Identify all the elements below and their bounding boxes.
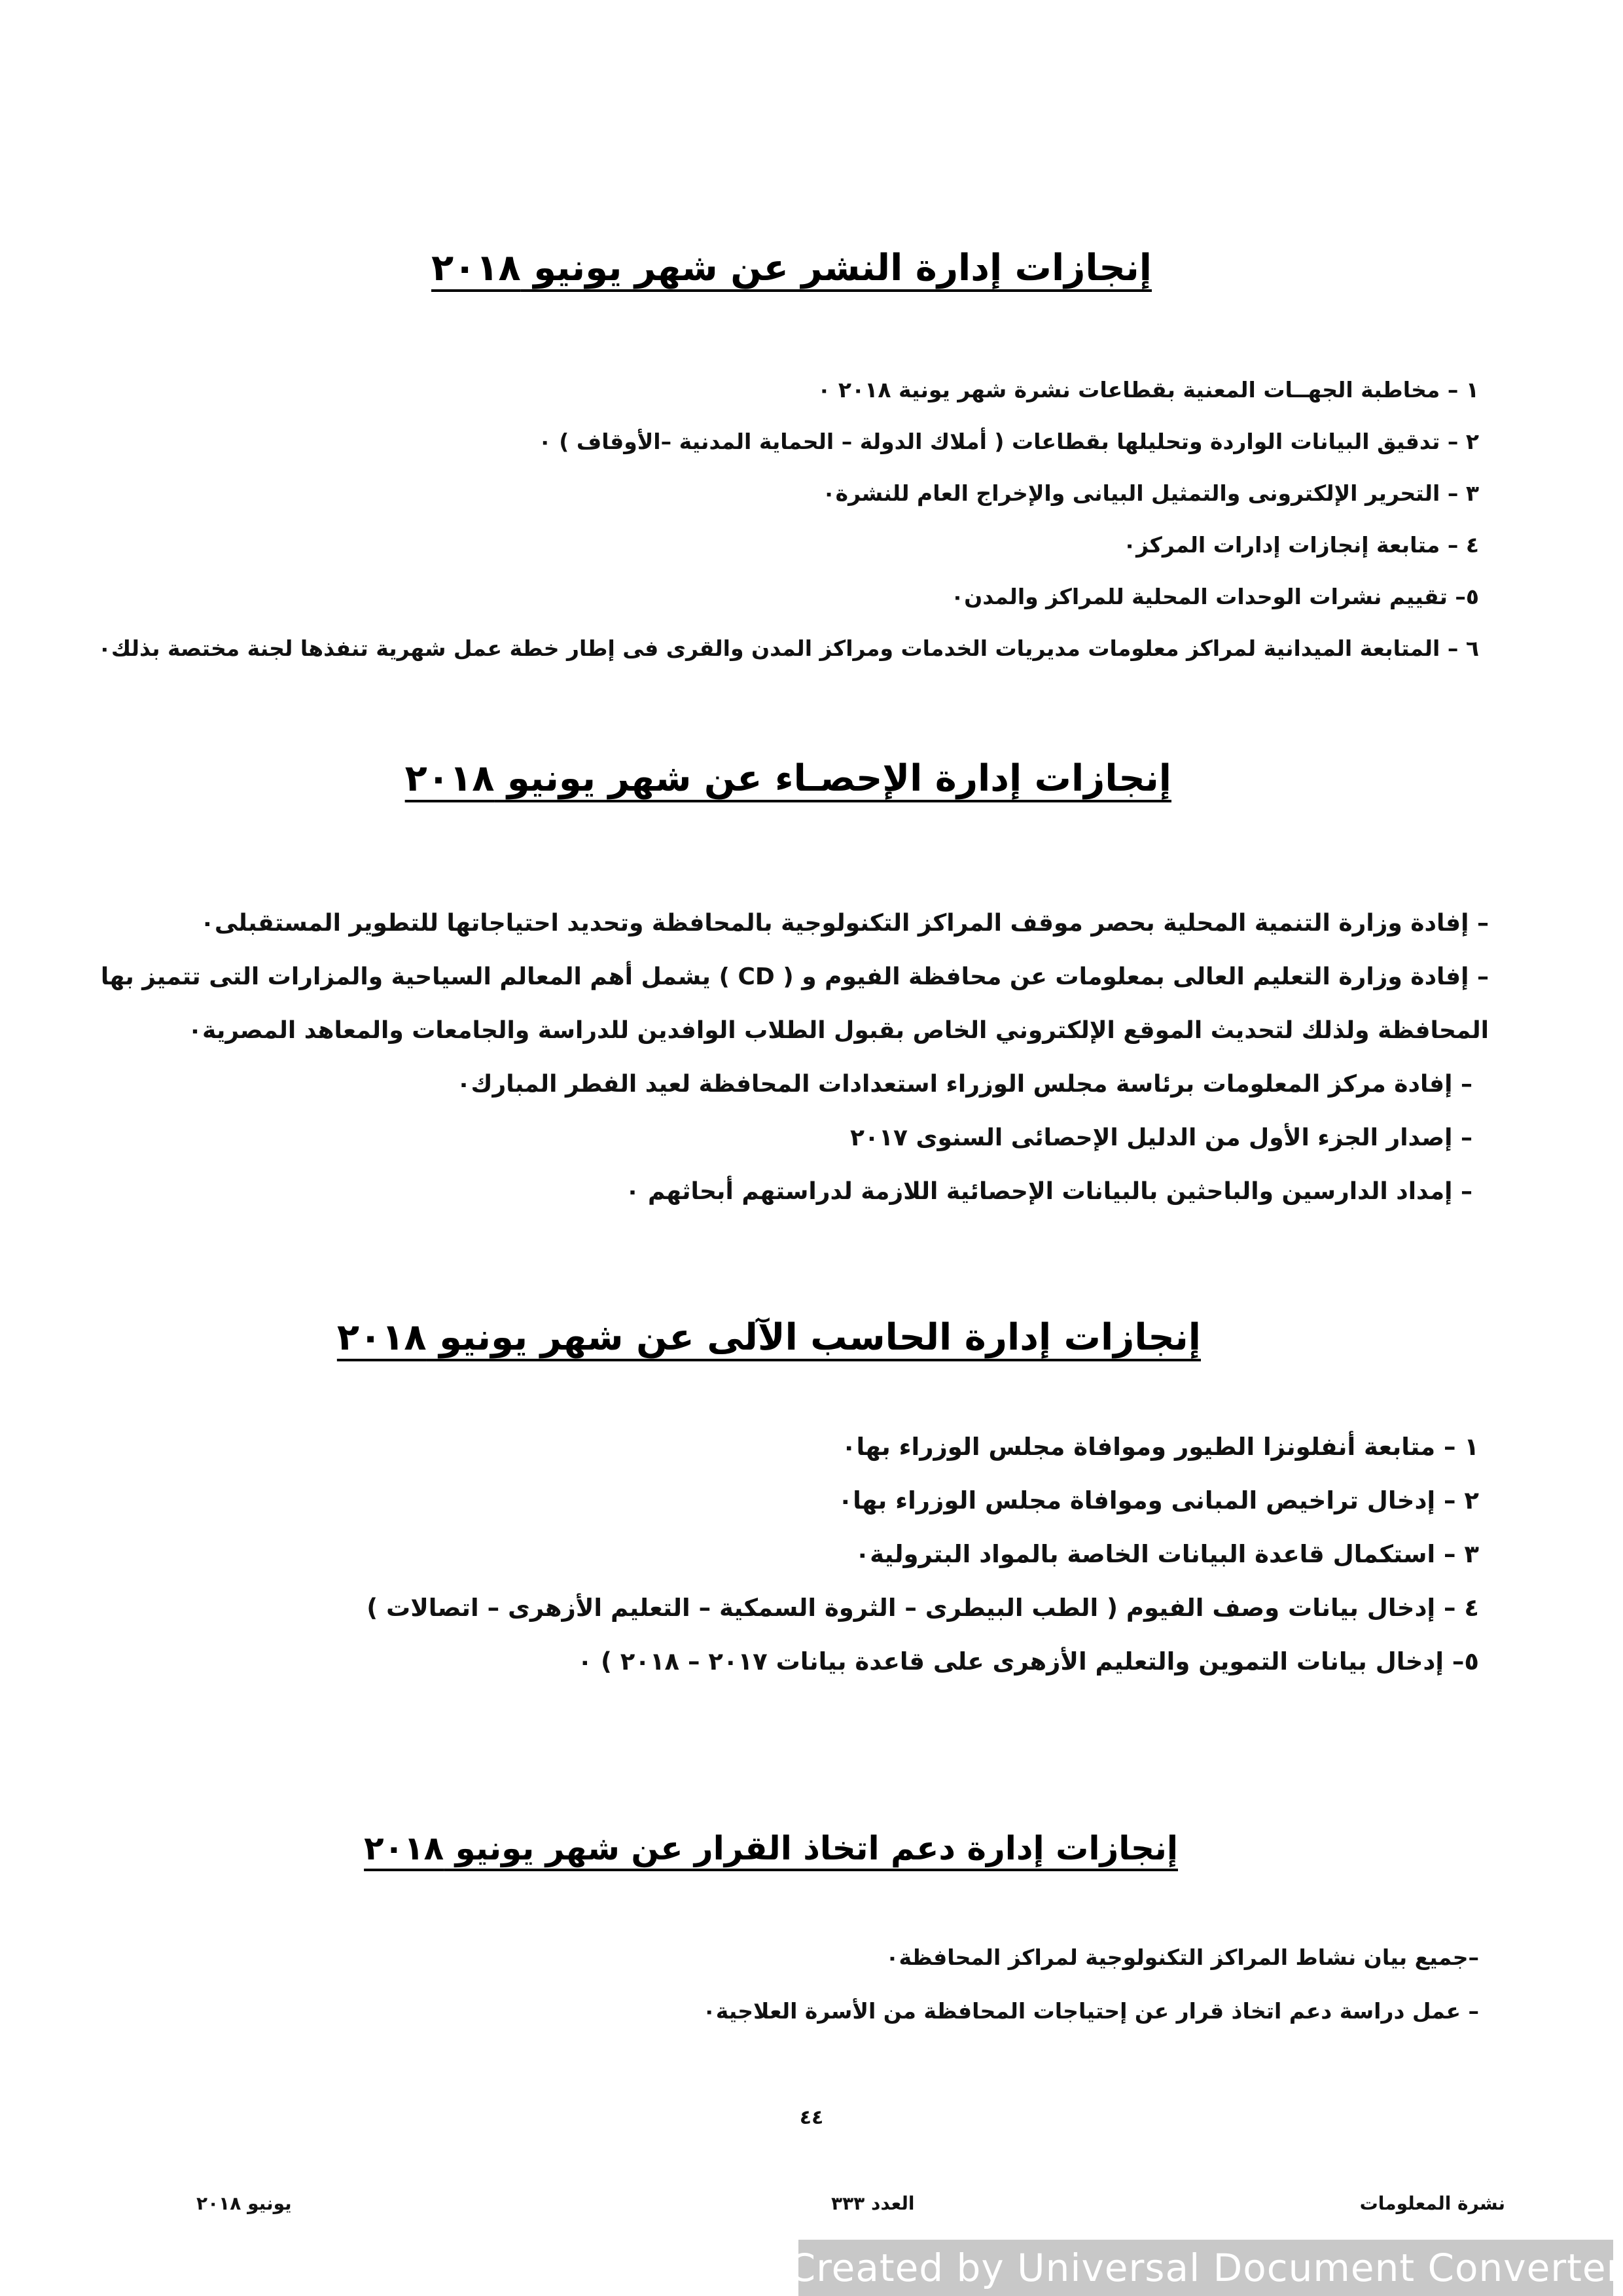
list-item: ٢ – إدخال تراخيص المبانى وموافاة مجلس الوزراء بها٠ — [838, 1486, 1479, 1515]
list-item: – إمداد الدارسين والباحثين بالبيانات الإحصائية اللازمة لدراستهم أبحاثهم ٠ — [625, 1178, 1472, 1205]
list-item: المحافظة ولذلك لتحديث الموقع الإلكتروني الخاص بقبول الطلاب الوافدين للدراسة والجامعات والمعاهد المصرية٠ — [188, 1017, 1489, 1044]
footer-date: يونيو ٢٠١٨ — [196, 2193, 292, 2214]
list-item: ٦ – المتابعة الميدانية لمراكز معلومات مديريات الخدمات ومراكز المدن والقرى فى إطار خطة عمل شهرية تنفذها لجنة مختصة بذلك٠ — [98, 636, 1479, 661]
list-item: – عمل دراسة دعم اتخاذ قرار عن إحتياجات المحافظة من الأسرة العلاجية٠ — [702, 1998, 1479, 2024]
section-title-publishing: إنجازات إدارة النشر عن شهر يونيو ٢٠١٨ — [431, 247, 1152, 289]
list-item: ٣ – التحرير الإلكترونى والتمثيل البيانى والإخراج العام للنشرة٠ — [822, 480, 1479, 506]
section-title-decision-support: إنجازات إدارة دعم اتخاذ القرار عن شهر يونيو ٢٠١٨ — [364, 1829, 1178, 1867]
section-title-statistics: إنجازات إدارة الإحصـاء عن شهر يونيو ٢٠١٨ — [404, 757, 1171, 800]
converter-watermark — [789, 2240, 1623, 2296]
page-number: ٤٤ — [799, 2106, 824, 2129]
computing-achievements-list — [39, 1420, 1479, 1689]
footer-issue-number: العدد ٣٣٣ — [831, 2193, 915, 2214]
publishing-achievements-list — [39, 364, 1479, 674]
list-item: ١ – متابعة أنفلونزا الطيور وموافاة مجلس الوزراء بها٠ — [841, 1433, 1479, 1461]
list-item: ٢ – تدقيق البيانات الواردة وتحليلها بقطاعات ( أملاك الدولة – الحماية المدنية –الأوقاف ) ٠ — [538, 429, 1479, 454]
list-item: ٤ – إدخال بيانات وصف الفيوم ( الطب البيطرى – الثروة السمكية – التعليم الأزهرى – اتصالات ) — [366, 1594, 1479, 1622]
list-item: ٣ – استكمال قاعدة البيانات الخاصة بالمواد البترولية٠ — [855, 1540, 1479, 1568]
list-item: – إصدار الجزء الأول من الدليل الإحصائى السنوى ٢٠١٧ — [850, 1124, 1472, 1151]
list-item: – إفادة وزارة التنمية المحلية بحصر موقف المراكز التكنولوجية بالمحافظة وتحديد احتياجاتها للتطوير المستقبلى٠ — [200, 910, 1489, 937]
list-item: ١ – مخاطبة الجهــات المعنية بقطاعات نشرة شهر يونية ٢٠١٨ ٠ — [817, 377, 1479, 403]
watermark-text: Created by Universal Document Converter — [789, 2246, 1623, 2290]
list-item: – إفادة وزارة التعليم العالى بمعلومات عن محافظة الفيوم و ( CD ) يشمل أهم المعالم السياحية والمزارات التى تتميز بها — [100, 963, 1489, 990]
section-title-computing: إنجازات إدارة الحاسب الآلى عن شهر يونيو ٢٠١٨ — [336, 1316, 1201, 1359]
list-item: –جميع بيان نشاط المراكز التكنولوجية لمراكز المحافظة٠ — [885, 1945, 1479, 1970]
list-item: ٥– إدخال بيانات التموين والتعليم الأزهرى على قاعدة بيانات ٢٠١٧ – ٢٠١٨ ) ٠ — [577, 1647, 1479, 1676]
decision-support-achievements-list — [39, 1931, 1479, 2038]
statistics-achievements-list — [49, 897, 1489, 1219]
list-item: – إفادة مركز المعلومات برئاسة مجلس الوزراء استعدادات المحافظة لعيد الفطر المبارك٠ — [456, 1071, 1472, 1098]
list-item: ٤ – متابعة إنجازات إدارات المركز٠ — [1122, 532, 1479, 558]
list-item: ٥– تقييم نشرات الوحدات المحلية للمراكز والمدن٠ — [950, 584, 1479, 609]
footer-publication-name: نشرة المعلومات — [1359, 2193, 1505, 2214]
